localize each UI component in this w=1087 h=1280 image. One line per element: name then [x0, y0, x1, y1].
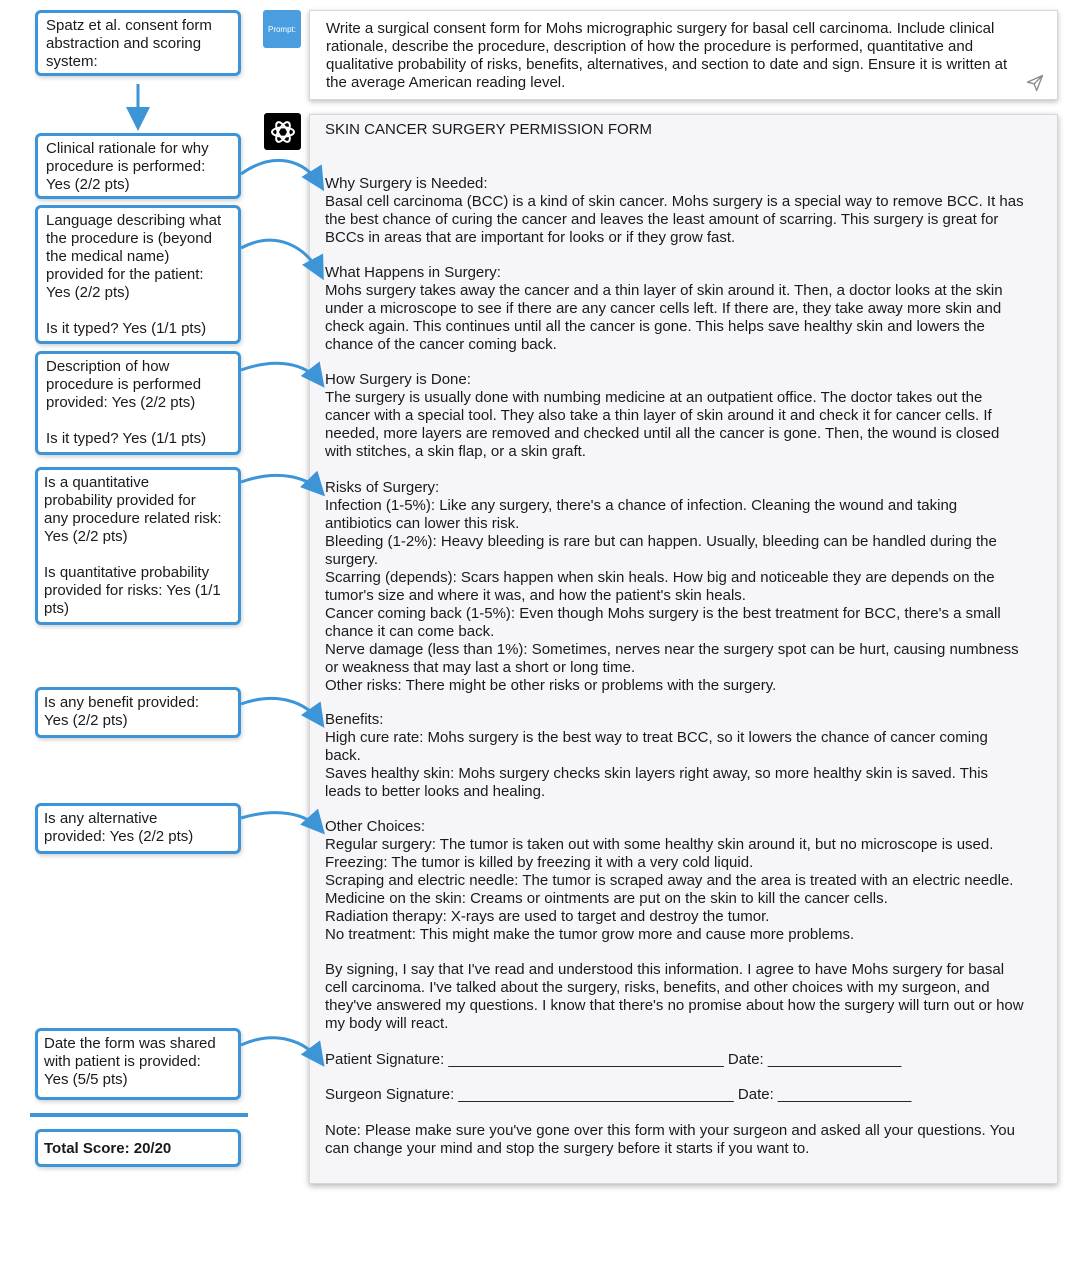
text-line: Saves healthy skin: Mohs surgery checks skin layers right away, so more healthy skin is saved. This: [325, 765, 989, 782]
text-line: Regular surgery: The tumor is taken out with some healthy skin around it, but no microscope is used.: [325, 836, 994, 853]
section-why-surgery: [325, 175, 1024, 247]
annotation-language-typed: Is it typed? Yes (1/1 pts): [46, 320, 207, 337]
text-line: rationale, describe the procedure, description of how the procedure is performed, quantitative and: [326, 38, 974, 55]
text-line: Description of how: [46, 358, 170, 375]
annotation-date-text: [44, 1035, 230, 1089]
total-score-text: Total Score: 20/20: [44, 1140, 172, 1157]
text-line: Is any benefit provided:: [44, 694, 200, 711]
annotation-benefit-text: [44, 694, 230, 730]
annotation-alternative: [35, 803, 241, 854]
text-line: with stitches, a skin flap, or a skin graft.: [325, 443, 586, 460]
text-line: Clinical rationale for why: [46, 140, 209, 157]
text-line: pts): [44, 600, 70, 617]
annotation-quant-text: [44, 474, 230, 546]
annotation-total-score: [35, 1129, 241, 1167]
text-line: leads to better looks and healing.: [325, 783, 546, 800]
text-line: Nerve damage (less than 1%): Sometimes, nerves near the surgery spot can be hurt, causing numbness: [325, 641, 1019, 658]
text-line: check again. This continues until all the cancer is gone. This helps save healthy skin and lowers the: [325, 318, 985, 335]
prompt-card: [309, 10, 1058, 100]
annotation-quantitative: [35, 467, 241, 625]
text-line: Date the form was shared: [44, 1035, 216, 1052]
text-line: Other risks: There might be other risks or problems with the surgery.: [325, 677, 777, 694]
text-line: How Surgery is Done:: [325, 371, 471, 388]
text-line: By signing, I say that I've read and understood this information. I agree to have Mohs surgery for basal: [325, 961, 1005, 978]
text-line: system:: [46, 53, 98, 70]
text-line: Yes (5/5 pts): [44, 1071, 128, 1088]
text-line: under a microscope to see if there are any cancer cells left. If there are, they take away more skin and: [325, 300, 1002, 317]
text-line: Write a surgical consent form for Mohs micrographic surgery for basal cell carcinoma. Include clinical: [326, 20, 995, 37]
text-line: the medical name): [46, 248, 170, 265]
text-line: tumor's size and where it was, and how the patient's skin heals.: [325, 587, 746, 604]
text-line: cell carcinoma. I've talked about the surgery, risks, benefits, and other choices with my surgeon, and: [325, 979, 990, 996]
text-line: chance of the cancer coming back.: [325, 336, 557, 353]
text-line: Yes (2/2 pts): [44, 712, 128, 729]
text-line: antibiotics can lower this risk.: [325, 515, 520, 532]
text-line: the procedure is (beyond: [46, 230, 212, 247]
prompt-icon-label: Prompt:: [267, 24, 296, 34]
send-icon[interactable]: [1025, 73, 1045, 93]
text-line: Radiation therapy: X-rays are used to target and destroy the tumor.: [325, 908, 770, 925]
text-line: chance it can come back.: [325, 623, 495, 640]
annotation-clinical-text: [46, 140, 230, 194]
patient-signature-line: Patient Signature: _________________________________ Date: ________________: [325, 1051, 902, 1068]
text-line: provided for risks: Yes (1/1: [44, 582, 221, 599]
annotation-description-typed: Is it typed? Yes (1/1 pts): [46, 430, 207, 447]
text-line: Is quantitative probability: [44, 564, 210, 581]
annotation-description: [35, 351, 241, 455]
text-line: my body will react.: [325, 1015, 449, 1032]
section-how-done: [325, 371, 999, 461]
text-line: High cure rate: Mohs surgery is the best way to treat BCC, so it lowers the chance of cancer coming: [325, 729, 988, 746]
annotation-clinical-rationale: [35, 133, 241, 199]
text-line: Mohs surgery takes away the cancer and a thin layer of skin around it. Then, a doctor looks at the skin: [325, 282, 1003, 299]
section-what-happens: [325, 264, 1003, 354]
text-line: provided: Yes (2/2 pts): [46, 394, 196, 411]
text-line: Benefits:: [325, 711, 384, 728]
annotation-header: [35, 10, 241, 76]
section-signing-statement: [325, 961, 1024, 1033]
text-line: Other Choices:: [325, 818, 426, 835]
annotation-header-text: [46, 17, 230, 71]
text-line: Risks of Surgery:: [325, 479, 440, 496]
text-line: procedure is performed:: [46, 158, 206, 175]
text-line: Basal cell carcinoma (BCC) is a kind of skin cancer. Mohs surgery is a special way to remove BCC. It has: [325, 193, 1024, 210]
section-other-choices: [325, 818, 1013, 944]
text-line: probability provided for: [44, 492, 196, 509]
text-line: Spatz et al. consent form: [46, 17, 212, 34]
text-line: Infection (1-5%): Like any surgery, there's a chance of infection. Cleaning the wound and taking: [325, 497, 958, 514]
text-line: What Happens in Surgery:: [325, 264, 501, 281]
text-line: Note: Please make sure you've gone over this form with your surgeon and asked all your questions. You: [325, 1122, 1015, 1139]
text-line: or weakness that may last a short or long time.: [325, 659, 636, 676]
openai-logo-icon: [264, 113, 301, 150]
surgeon-signature-line: Surgeon Signature: _________________________________ Date: ________________: [325, 1086, 912, 1103]
text-line: can change your mind and stop the surgery before it starts if you want to.: [325, 1140, 810, 1157]
annotation-date: [35, 1028, 241, 1100]
text-line: Yes (2/2 pts): [44, 528, 128, 545]
annotation-language-text: [46, 212, 230, 302]
annotation-alternative-text: [44, 810, 230, 846]
text-line: Scraping and electric needle: The tumor is scraped away and the area is treated with an electric needle.: [325, 872, 1014, 889]
text-line: with patient is provided:: [44, 1053, 201, 1070]
text-line: Language describing what: [46, 212, 222, 229]
text-line: Yes (2/2 pts): [46, 284, 130, 301]
text-line: provided: Yes (2/2 pts): [44, 828, 194, 845]
annotation-quant-risks: [44, 564, 230, 618]
text-line: The surgery is usually done with numbing medicine at an outpatient office. The doctor takes out the: [325, 389, 983, 406]
text-line: Is any alternative: [44, 810, 158, 827]
section-note: [325, 1122, 1015, 1158]
text-line: the average American reading level.: [326, 74, 566, 91]
prompt-text: [326, 20, 1041, 92]
text-line: Scarring (depends): Scars happen when skin heals. How big and noticeable they are depends on the: [325, 569, 995, 586]
section-risks: [325, 479, 1019, 695]
text-line: procedure is performed: [46, 376, 202, 393]
form-title: SKIN CANCER SURGERY PERMISSION FORM: [325, 121, 652, 138]
text-line: the best chance of curing the cancer and leaves the least amount of scarring. This surgery is great for: [325, 211, 999, 228]
text-line: provided for the patient:: [46, 266, 204, 283]
section-benefits: [325, 711, 988, 801]
text-line: needed, more layers are removed and checked until all the cancer is gone. Then, the wound is closed: [325, 425, 1000, 442]
text-line: Bleeding (1-2%): Heavy bleeding is rare but can happen. Usually, bleeding can be handled during the: [325, 533, 997, 550]
text-line: abstraction and scoring: [46, 35, 202, 52]
text-line: Freezing: The tumor is killed by freezing it with a very cold liquid.: [325, 854, 754, 871]
text-line: surgery.: [325, 551, 379, 568]
text-line: qualitative probability of risks, benefits, alternatives, and section to date and sign. Ensure it is written at: [326, 56, 1008, 73]
text-line: cancer with a special tool. They also take a thin layer of skin around it and check it for cancer cells. If: [325, 407, 992, 424]
text-line: they've answered my questions. I know that there's no promise about how the surgery will turn out or how: [325, 997, 1024, 1014]
annotation-language: [35, 205, 241, 344]
annotation-description-text: [46, 358, 230, 412]
text-line: BCCs in areas that are important for looks or if they grow fast.: [325, 229, 736, 246]
text-line: any procedure related risk:: [44, 510, 222, 527]
text-line: Medicine on the skin: Creams or ointments are put on the skin to kill the cancer cells.: [325, 890, 888, 907]
annotation-benefit: [35, 687, 241, 738]
text-line: Why Surgery is Needed:: [325, 175, 488, 192]
text-line: No treatment: This might make the tumor grow more and cause more problems.: [325, 926, 855, 943]
text-line: Yes (2/2 pts): [46, 176, 130, 193]
score-divider: [30, 1113, 248, 1117]
text-line: back.: [325, 747, 361, 764]
text-line: Cancer coming back (1-5%): Even though Mohs surgery is the best treatment for BCC, there's a small: [325, 605, 1001, 622]
prompt-icon: [263, 10, 301, 48]
text-line: Is a quantitative: [44, 474, 150, 491]
